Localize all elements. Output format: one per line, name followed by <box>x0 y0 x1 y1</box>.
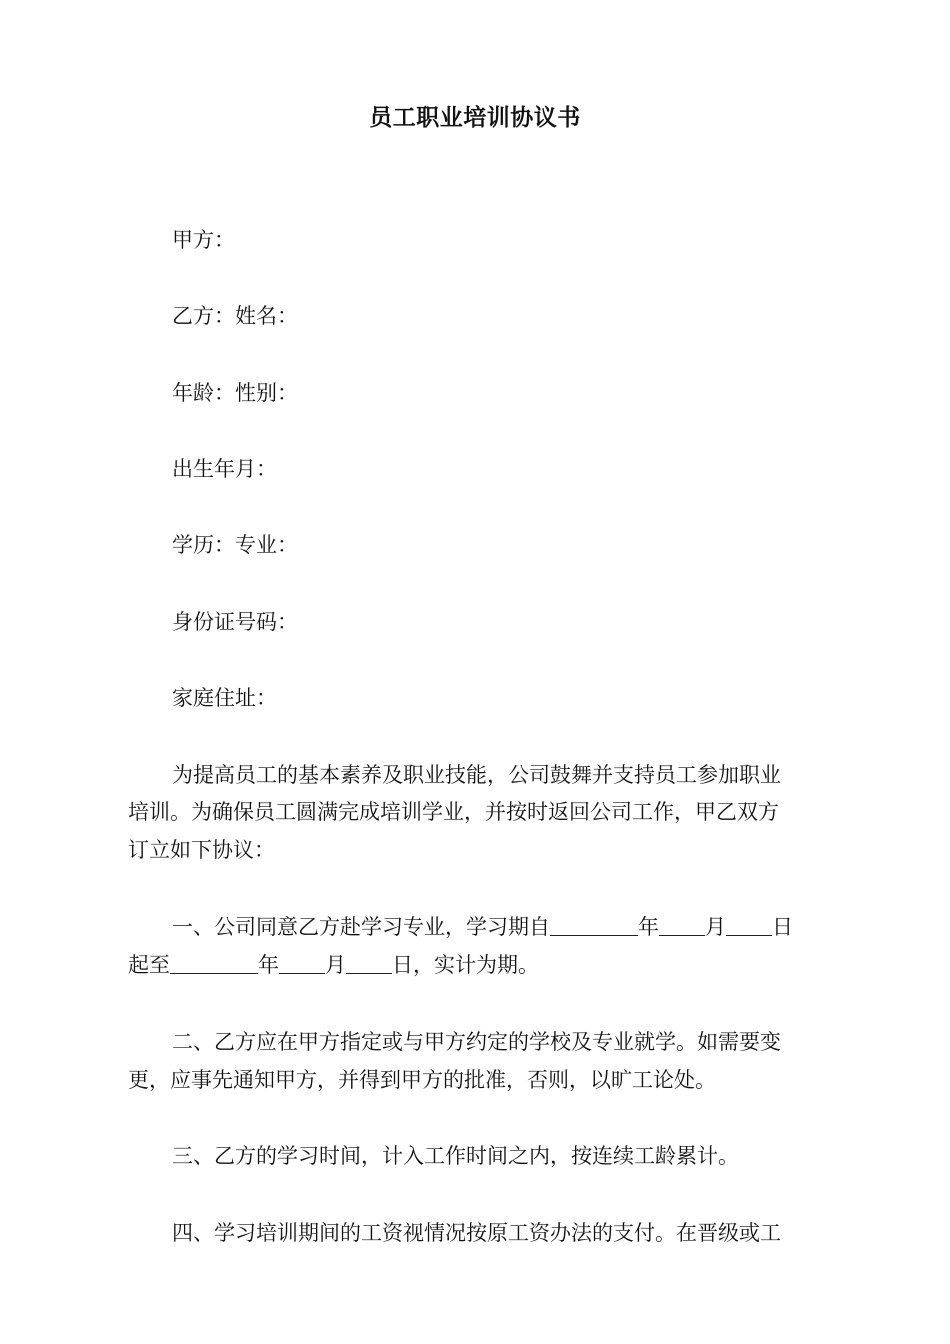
field-party-b-name: 乙方：姓名： <box>172 304 298 328</box>
field-address: 家庭住址： <box>172 686 277 710</box>
field-id-number: 身份证号码： <box>172 610 298 634</box>
clause-2-line-1: 二、乙方应在甲方指定或与甲方约定的学校及专业就学。如需要变 <box>172 1030 781 1054</box>
clause-1-text: 一、公司同意乙方赴学习专业，学习期自 <box>172 915 550 939</box>
day-duration-label: 日，实计为期。 <box>392 953 539 977</box>
clause-3-line-1: 三、乙方的学习时间，计入工作时间之内，按连续工龄累计。 <box>172 1144 739 1168</box>
blank-end-day <box>346 951 392 974</box>
clause-1-line-1 <box>128 909 872 946</box>
field-education-major: 学历：专业： <box>172 533 298 557</box>
until-label: 起至 <box>128 953 170 977</box>
field-birth: 出生年月： <box>172 457 277 481</box>
intro-line-1: 为提高员工的基本素养及职业技能，公司鼓舞并支持员工参加职业 <box>172 763 781 787</box>
year-label: 年 <box>258 953 279 977</box>
intro-line-3: 订立如下协议： <box>128 838 275 862</box>
blank-end-year <box>170 951 258 974</box>
month-label: 月 <box>325 953 346 977</box>
clause-1-line-2 <box>128 947 828 984</box>
blank-start-year <box>550 913 638 936</box>
field-age-gender: 年龄：性别： <box>172 381 298 405</box>
blank-start-month <box>659 913 705 936</box>
year-label: 年 <box>638 915 659 939</box>
blank-start-day <box>726 913 772 936</box>
month-label: 月 <box>705 915 726 939</box>
clause-2-line-2: 更，应事先通知甲方，并得到甲方的批准，否则，以旷工论处。 <box>128 1068 716 1092</box>
clause-4-line-1: 四、学习培训期间的工资视情况按原工资办法的支付。在晋级或工 <box>172 1221 781 1245</box>
document-title: 员工职业培训协议书 <box>369 105 581 131</box>
day-label: 日 <box>772 915 793 939</box>
field-party-a: 甲方： <box>172 228 235 252</box>
intro-line-2: 培训。为确保员工圆满完成培训学业，并按时返回公司工作，甲乙双方 <box>128 800 779 824</box>
blank-end-month <box>279 951 325 974</box>
